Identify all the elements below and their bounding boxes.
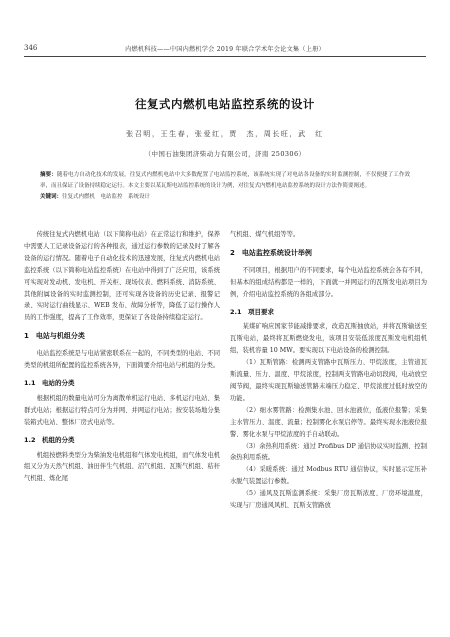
abstract-text: 随着电力自动化技术的发展，往复式内燃机电站中大多数配置了电站监控系统，该系统实现了对电站各设备的实时监测控制，不仅便捷了工作效率，而且保证了设备持续稳定运行。本文主要以某瓦斯电站监控系统的设计为例，对往复式内燃机电站监控系统的设计方法作简要阐述。 — [40, 172, 410, 189]
keywords — [40, 192, 410, 203]
left-column — [24, 229, 220, 485]
section-1-2-heading: 1.2 机组的分类 — [24, 435, 75, 444]
author-list: 张召明，王生春，张爱红，贾 杰，周长旺，武 红 — [126, 130, 324, 138]
requirement-item: （1）瓦斯管路：检测两支管路中瓦斯压力、甲烷浓度，主管道瓦斯流量、压力、温度、甲烷浓度，控制两支管路电动切段阀，电动放空阀节阀，最终实现瓦斯输送管路末端压力稳定、甲烷浓度过低时放空的功能。 — [230, 359, 427, 402]
requirement-item: （5）通风及瓦斯监测系统：采集厂房瓦斯浓度、厂房环境温度，实现与厂房通风风机、瓦斯支管路放 — [230, 490, 427, 510]
header-rule — [24, 56, 426, 57]
section-1-2-text: 机组按燃料类型分为柴油发电机组和气体发电机组，而气体发电机组又分为天然气机组、油田伴生气机组、沼气机组、瓦斯气机组、秸秆气机组、炼化尾 — [24, 451, 220, 483]
requirement-item: （4）采暖系统：通过 Modbus RTU 通信协议，实时显示定压补水脱气装置运行参数。 — [230, 466, 427, 486]
section-2-1-text: 某煤矿响应国家节能减排要求，改造瓦斯抽放站，并将瓦斯输送至瓦斯电站，最终将瓦斯燃烧发电，该项目安装低浓度瓦斯发电机组机组，装机容量 10 MW。要实现以下电站设备的检测控制。 — [230, 323, 427, 355]
section-1-heading: 1 电站与机组分类 — [24, 332, 85, 341]
page-number: 346 — [24, 44, 38, 52]
intro-paragraph: 传统往复式内燃机电站（以下简称电站）在正常运行和维护，保养中需要人工记录设备运行的各种报表，通过运行参数的记录及时了解各设备的运行情况。随着电子自动化技术的迅速发展，往复式内燃机电站监控系统（以下简称电站监控系统）在电站中得到了广泛应用，该系统可实现对发动机、发电机、开关柜、现场仪表、燃料系统、消防系统、其他附属设备的实时监测控制，还可实现各设备的历史记录、报警记录、实时运行曲线显示、WEB 发布、故障分析等，降低了运行操作人员的工作强度，提高了工作效率，更保证了各设备持续稳定运行。 — [24, 231, 220, 322]
continued-text: 气机组、煤气机组等等。 — [230, 231, 300, 238]
keywords-label: 关键词： — [40, 194, 63, 201]
section-1-text: 电站监控系统是与电站紧密联系在一起的，不同类型的电站、不同类型的机组所配置的监控系统各异，下面简要介绍电站与机组的分类。 — [24, 350, 220, 370]
requirement-item: （3）余热利用系统：通过 Profibus DP 通信协议实时监测、控制余热利用系统。 — [230, 442, 427, 462]
section-2-text: 不同项目，根据用户的不同要求，每个电站监控系统会各有不同，但基本的组成结构都是一样的，下面就一并网运行的瓦斯发电站项目为例，介绍电站监控系统的各组成部分。 — [230, 266, 427, 298]
abstract — [40, 170, 410, 191]
paper-title: 往复式内燃机电站监控系统的设计 — [135, 97, 315, 111]
running-header: 内燃机科技——中国内燃机学会 2019 年联合学术年会论文集（上册） — [125, 46, 325, 53]
keywords-text: 往复式内燃机 电站监控 系统设计 — [62, 194, 151, 201]
section-1-1-heading: 1.1 电站的分类 — [24, 378, 75, 387]
abstract-label: 摘要： — [40, 172, 57, 178]
right-column — [230, 229, 427, 512]
affiliation: （中国石油集团济柴动力有限公司，济南 250306） — [144, 150, 306, 158]
abstract-block — [40, 170, 410, 203]
section-2-1-heading: 2.1 项目要求 — [230, 307, 275, 316]
section-1-1-text: 根据机组的数量电站可分为离散单机运行电站、多机运行电站、集群式电站；根据运行特点可分为并网、并网运行电站；按安装场地分集装箱式电站、整体厂房式电站等。 — [24, 394, 220, 426]
requirement-item: （2）细水雾管路：检测集水池、回水池液位，低液位报警；采集主水管压力、温度、流量；控制雾化水泵启停等。最终实现水池液位报警、雾化水泵与甲烷浓度的手自动联动。 — [230, 406, 427, 438]
section-2-heading: 2 电站监控系统设计举例 — [230, 248, 312, 257]
